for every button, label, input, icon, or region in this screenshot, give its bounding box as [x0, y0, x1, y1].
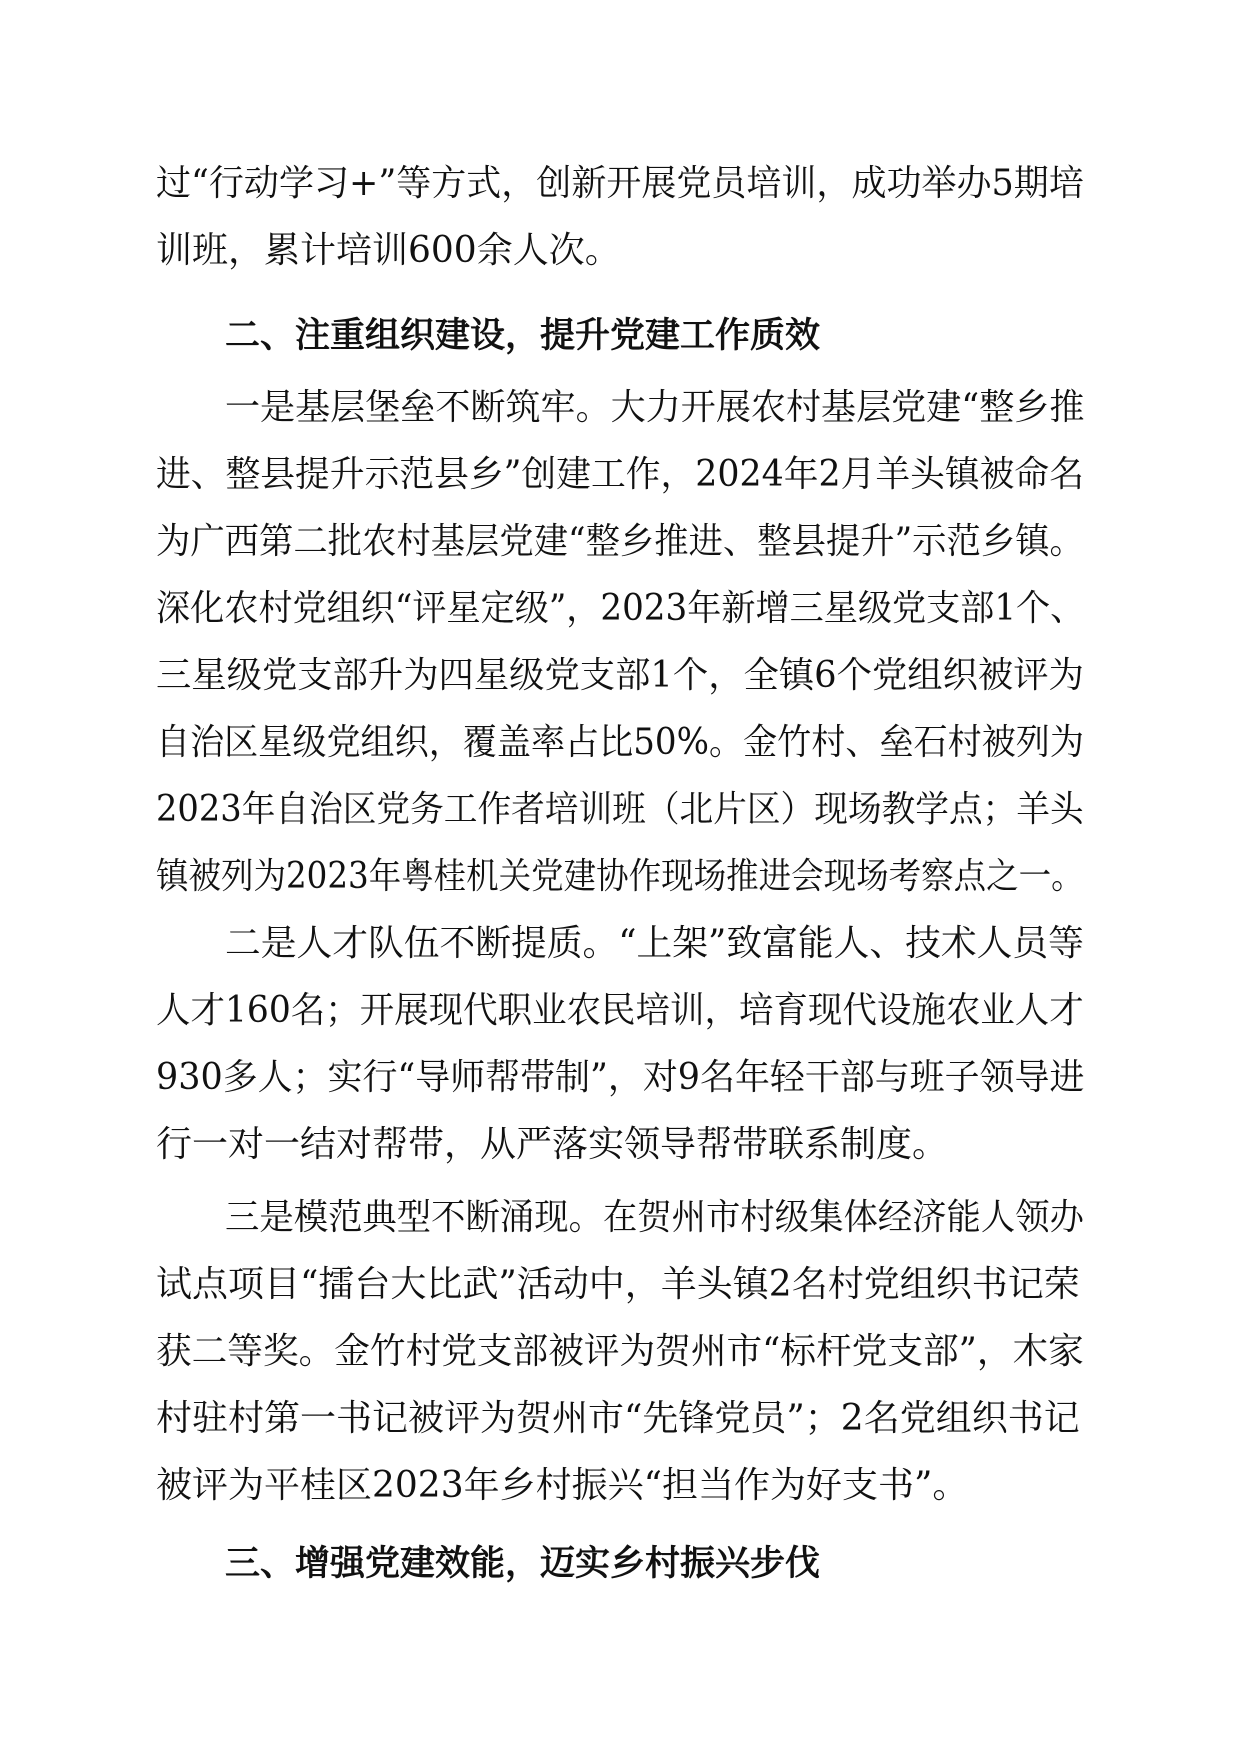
paragraph-line: [0, 646, 1240, 706]
line-text: 自治区星级党组织，覆盖率占比50%。金竹村、垒石村被列为: [156, 722, 1084, 763]
paragraph-line: [0, 378, 1240, 438]
line-text: 训班，累计培训600余人次。: [156, 230, 621, 271]
paragraph-line: [0, 154, 1240, 214]
line-text: 人才160名；开展现代职业农民培训，培育现代设施农业人才: [156, 990, 1084, 1031]
paragraph-line: [0, 847, 1240, 907]
line-text: 深化农村党组织“评星定级”，2023年新增三星级党支部1个、: [156, 588, 1085, 629]
paragraph-line: [0, 713, 1240, 773]
line-text: 930多人；实行“导师帮带制”，对9名年轻干部与班子领导进: [156, 1057, 1085, 1098]
heading-text: 二、注重组织建设，提升党建工作质效: [225, 316, 821, 356]
section-heading: [0, 1534, 1240, 1594]
paragraph-line: [0, 1456, 1240, 1516]
paragraph-line: [0, 1188, 1240, 1248]
line-text: 二是人才队伍不断提质。“上架”致富能人、技术人员等: [225, 923, 1084, 964]
paragraph-line: [0, 445, 1240, 505]
paragraph-line: [0, 914, 1240, 974]
line-text: 为广西第二批农村基层党建“整乡推进、整县提升”示范乡镇。: [156, 521, 1084, 562]
line-text: 获二等奖。金竹村党支部被评为贺州市“标杆党支部”，木家: [156, 1331, 1084, 1372]
heading-text: 三、增强党建效能，迈实乡村振兴步伐: [225, 1544, 821, 1584]
line-text: 进、整县提升示范县乡”创建工作，2024年2月羊头镇被命名: [156, 454, 1084, 495]
line-text: 2023年自治区党务工作者培训班（北片区）现场教学点；羊头: [156, 789, 1084, 830]
section-heading: [0, 306, 1240, 366]
paragraph-line: [0, 1389, 1240, 1449]
line-text: 行一对一结对帮带，从严落实领导帮带联系制度。: [156, 1124, 949, 1165]
line-text: 三星级党支部升为四星级党支部1个，全镇6个党组织被评为: [156, 655, 1084, 696]
paragraph-line: [0, 981, 1240, 1041]
paragraph-line: [0, 1115, 1240, 1175]
line-text: 镇被列为2023年粤桂机关党建协作现场推进会现场考察点之一。: [156, 856, 1084, 897]
line-text: 试点项目“擂台大比武”活动中，羊头镇2名村党组织书记荣: [156, 1264, 1080, 1305]
paragraph-line: [0, 1048, 1240, 1108]
line-text: 被评为平桂区2023年乡村振兴“担当作为好支书”。: [156, 1465, 969, 1506]
line-text: 村驻村第一书记被评为贺州市“先锋党员”；2名党组织书记: [156, 1398, 1080, 1439]
line-text: 过“行动学习+”等方式，创新开展党员培训，成功举办5期培: [156, 163, 1084, 204]
paragraph-line: [0, 1322, 1240, 1382]
paragraph-line: [0, 1255, 1240, 1315]
paragraph-line: [0, 780, 1240, 840]
line-text: 三是模范典型不断涌现。在贺州市村级集体经济能人领办: [225, 1197, 1084, 1238]
paragraph-line: [0, 221, 1240, 281]
line-text: 一是基层堡垒不断筑牢。大力开展农村基层党建“整乡推: [225, 387, 1085, 428]
paragraph-line: [0, 512, 1240, 572]
paragraph-line: [0, 579, 1240, 639]
